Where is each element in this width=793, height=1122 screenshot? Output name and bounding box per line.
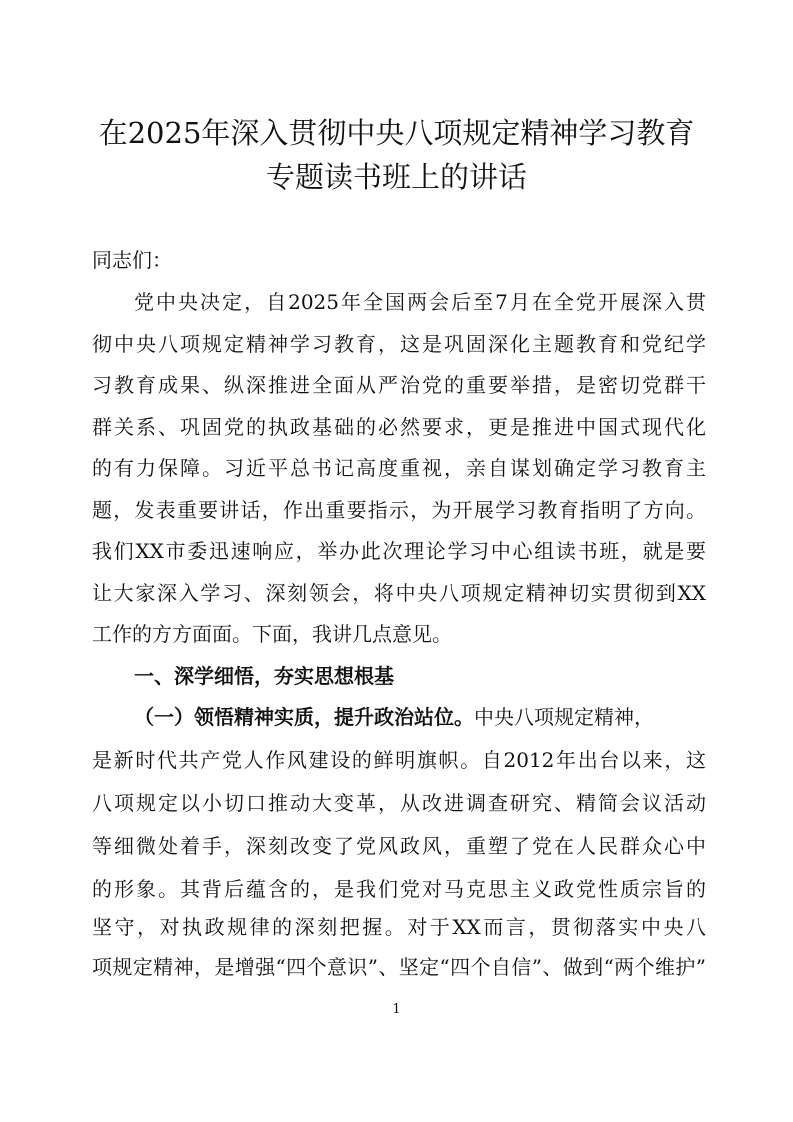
intro-line: 我们XX市委迅速响应，举办此次理论学习中心组读书班，就是要 bbox=[92, 539, 706, 563]
intro-line: 群关系、巩固党的执政基础的必然要求，更是推进中国式现代化 bbox=[92, 415, 706, 439]
body-line: 八项规定以小切口推动大变革，从改进调查研究、精简会议活动 bbox=[92, 791, 706, 815]
body-line: 等细微处着手，深刻改变了党风政风，重塑了党在人民群众心中 bbox=[92, 834, 706, 858]
intro-line: 的有力保障。习近平总书记高度重视，亲自谋划确定学习教育主 bbox=[92, 456, 706, 480]
salutation: 同志们： bbox=[92, 248, 172, 272]
subsection-first-line bbox=[134, 704, 706, 730]
page-number: 1 bbox=[392, 1002, 401, 1017]
body-line: 坚守，对执政规律的深刻把握。对于XX而言，贯彻落实中央八 bbox=[92, 915, 706, 939]
title-line-2: 专题读书班上的讲话 bbox=[265, 160, 527, 194]
intro-line: 让大家深入学习、深刻领会，将中央八项规定精神切实贯彻到XX bbox=[92, 581, 706, 605]
subsection-text: 中央八项规定精神， bbox=[474, 705, 654, 729]
subsection-heading: （一）领悟精神实质，提升政治站位。 bbox=[134, 705, 474, 729]
intro-line: 工作的方方面面。下面，我讲几点意见。 bbox=[92, 622, 452, 646]
intro-line: 习教育成果、纵深推进全面从严治党的重要举措，是密切党群干 bbox=[92, 373, 706, 397]
body-line: 项规定精神，是增强“四个意识”、坚定“四个自信”、做到“两个维护” bbox=[92, 955, 706, 979]
intro-line: 题，发表重要讲话，作出重要指示，为开展学习教育指明了方向。 bbox=[92, 498, 706, 522]
section-heading: 一、深学细悟，夯实思想根基 bbox=[134, 664, 394, 688]
intro-line: 党中央决定，自2025年全国两会后至7月在全党开展深入贯 bbox=[134, 290, 706, 314]
title-line-1: 在2025年深入贯彻中央八项规定精神学习教育 bbox=[98, 116, 695, 150]
body-line: 的形象。其背后蕴含的，是我们党对马克思主义政党性质宗旨的 bbox=[92, 877, 706, 901]
body-line: 是新时代共产党人作风建设的鲜明旗帜。自2012年出台以来，这 bbox=[92, 748, 706, 772]
intro-line: 彻中央八项规定精神学习教育，这是巩固深化主题教育和党纪学 bbox=[92, 332, 706, 356]
